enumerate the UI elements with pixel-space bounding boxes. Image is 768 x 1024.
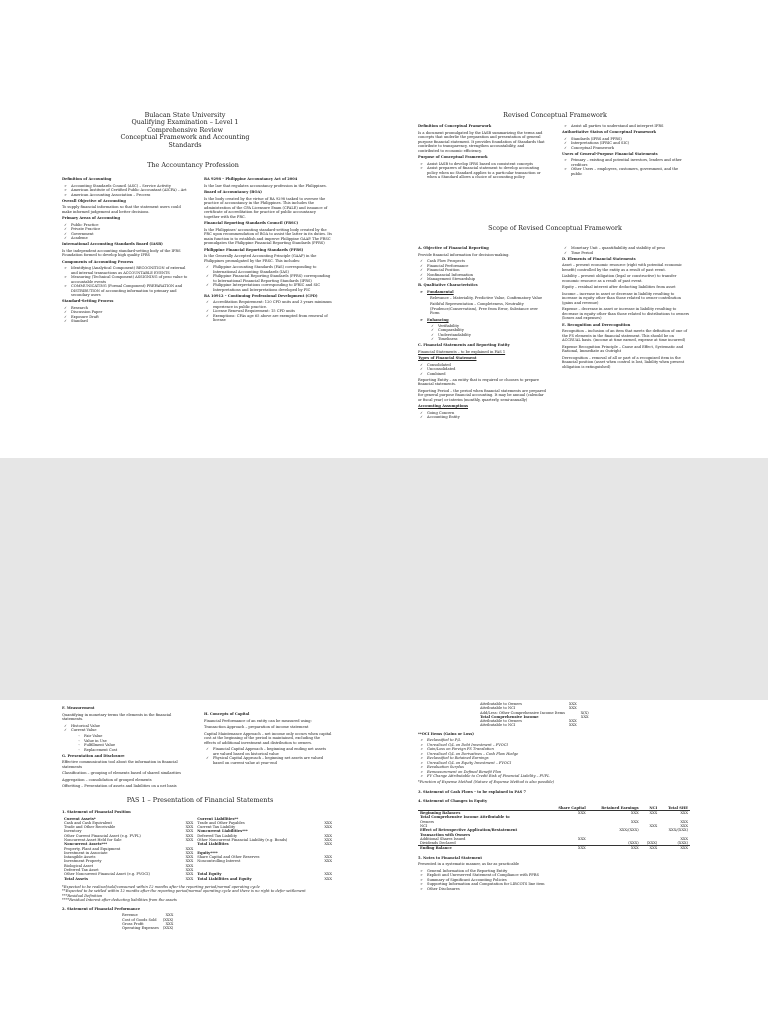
table-cell: XXX [185,872,194,877]
heading-oci: **OCI Items (Gains or Loss) [418,731,474,736]
table-cell: XXX [185,833,194,838]
recognition-text: Recognition – inclusion of an item that meets the definition of one of the FS elements in the financial statement. This should be on ACCRUAL basis. (income at time earned, expense at time incurred) [562,329,687,342]
definition-list [62,184,190,198]
measurement-column [62,706,190,791]
list-item: ✓ Government [71,232,190,237]
table-cell: Noncurrent Liabilities*** [197,829,248,834]
table-cell: XXX [185,850,194,855]
document-title: Conceptual Framework and Accounting Standards [120,133,250,149]
table-cell: XXX [588,846,641,851]
table-cell: Current Liabilities** [197,816,239,821]
table-cell: Noncurrent Asset Held for Sale [64,837,122,842]
list-item: ✓ Current Value [71,728,190,733]
monetary-list [562,246,690,255]
heading-components: Components of Accounting Process [62,259,134,264]
list-item: ➢ Enhancing [427,318,546,323]
table-cell: XXX [659,811,690,816]
heading-overall-objective: Overall Objective of Accounting [62,198,126,203]
list-item: ✓ Research [71,306,190,311]
heading-sfperf: 2. Statement of Financial Performance [62,906,141,911]
classification-text: Classification – grouping of elements based of shared similarities [62,771,181,775]
capital-approach-list [204,747,332,765]
table-cell: Additional Shares Issued [420,836,466,841]
heading-definition-accounting: Definition of Accounting [62,177,112,181]
list-item: ✓ Time Period [571,251,690,256]
table-cell: Total Liabilities [197,842,229,847]
table-cell: Cost of Goods Sold [122,917,157,922]
sfp-notes [62,885,342,903]
heading-qualitative: B. Qualitative Characteristics [418,283,478,287]
table-cell: XXX [324,859,332,864]
list-item: ✓ Management Stewardship [427,277,546,282]
table-row [418,846,690,851]
section-title-scope: Scope of Revised Conceptual Framework [488,224,622,232]
heading-sfp: 1. Statement of Financial Position [62,810,131,814]
list-item: ✓ Physical Capital Approach – beginning net assets are valued based on current value at year-end [213,756,332,765]
table-cell: XXX [185,820,194,825]
table-cell: Operating Expenses [122,926,159,931]
list-item: ➢ FV Change Attributable to Credit Risk of Financial Liability – FVPL [427,774,698,779]
note: ***Residual Definition [62,893,103,898]
heading-ra9298: RA 9298 – Philippine Accountancy Act of 2004 [204,177,298,181]
table-cell: (XXX) [628,841,639,846]
column-header: Share Capital [558,805,586,810]
heading-def-framework: Definition of Conceptual Framework [418,124,492,128]
overall-objective-text: To supply financial information so that the statement users could make informed judgement and better decisions. [62,205,181,214]
entity-text: Reporting Entity – an entity that is required or chooses to prepare financial statements. [418,377,540,386]
list-item: ➢ Assist IASB to develop IFRS based on consistent concepts [427,162,546,167]
table-cell: XXX [680,836,688,841]
heading-pfrs: Philippine Financial Reporting Standards (PFRS) [204,247,304,252]
measurement-list [62,724,190,733]
pfrs-list [204,265,332,292]
pfrs-text: Is the Generally Accepted Accounting Principle (GAAP) in the Philippines promulgated by the FRSC. This includes: [204,254,317,263]
list-item: ➢ Measuring (Technical Component) ASSIGNING of peso value to accountable events [71,275,190,284]
table-cell: XXX [680,819,688,824]
derecognition-text: Derecognition – removal of all or part of a recognized item in the financial position (asset when control is lost, liability when present obligation is extinguished) [562,355,685,369]
table-cell: Investment Property [64,859,102,864]
table-row [478,723,591,727]
list-item: ✓ Combined [427,372,546,377]
boa-text: Is the body created by the virtue of RA 9298 tasked to oversee the practice of accountancy in the Philippines. This includes the administration of the CPA Licensure Exam (CPALE) and issuance of certificate of accreditation for practice of public accountancy together with the PRC. [204,196,328,219]
table-cell: X(X) [580,710,589,715]
oci-list [418,738,698,779]
list-item: ➢ Reclassified to Retained Earnings [427,756,698,761]
heading-presentation: G. Presentation and Disclosure [62,753,125,758]
table-cell: Property, Plant and Equipment [64,846,121,851]
list-item: ➢ Assist preparers of financial statement to develop accounting policy when no Standard applies to a particular transaction or when a Standard allows a choice of accounting policy [427,166,546,180]
list-item: ◦ Fulfillment Value [84,743,190,748]
list-item: ✓ Exposure Draft [71,315,190,320]
list-item: ➢ Remeasurement on Defined Benefit Plan [427,770,698,775]
table-cell: Dividends Declared [420,841,456,846]
note: *Expected to be realized/sold/consumed within 12 months after the reporting period/normal operating cycle [62,884,260,889]
aggregation-text: Aggregation – consolidation of grouped elements [62,777,152,782]
areas-list [62,223,190,241]
notes-list [418,869,698,892]
heading-changes-equity: 4. Statement of Changes in Equity [418,799,488,804]
list-item: ✓ Comparability [438,328,546,333]
list-item: ✓ Private Practice [71,227,190,232]
list-item: ◦ Fair Value [84,734,190,739]
period-text: Reporting Period – the period when financial statements are prepared for general purpose financial accounting. It may be annual (calendar or fiscal year) or interim (monthly, quarterly, semi-annually) [418,388,546,402]
list-item: ➢ COMMUNICATING (Formal Component) PREPARATION and DISTRIBUTION of accounting information to primary and secondary users [71,284,190,298]
university-name: Bulacan State University [144,111,226,119]
heading-elements: D. Elements of Financial Statements [562,256,636,261]
heading-users: Users of General-Purpose Financial Statements [562,151,658,156]
revised-left-column [418,124,546,181]
table-cell: XXX [548,846,588,851]
scope-right-column [562,246,690,371]
list-item: ✓ Public Practice [71,223,190,228]
heading-capital: H. Concepts of Capital [204,712,250,716]
equity-text: Equity – residual interest after deducting liabilities from asset [562,285,676,289]
types-head: Types of Financial Statement [418,356,477,360]
transaction-approach-text: Transaction Approach – preparation of income statement [204,725,309,729]
authoritative-list [562,137,690,151]
table-cell: (XXX) [162,926,174,931]
list-item: ✓ Nonfinancial Information [427,273,546,278]
assist-list [562,124,690,129]
list-item: ➢ Primary – existing and potential investors, lenders and other creditors [571,158,690,167]
list-item: ✓ Historical Value [71,724,190,729]
users-list [562,158,690,176]
table-cell: Cash and Cash Equivalent [64,820,112,825]
note: ****Residual Interest after deducting liabilities from the assets [62,898,177,903]
table-cell: Total Equity [197,872,222,877]
table-cell: XXX [569,723,577,728]
table-cell: XXX [569,702,577,706]
table-cell: XXX [324,876,332,881]
heading-notes: 5. Notes to Financial Statement [418,855,483,860]
list-item: ✓ Timeliness [438,337,546,342]
table-cell: XXX [165,913,174,918]
table-cell: XXX [324,842,332,847]
table-cell: XXX [680,823,688,828]
def-framework-text: Is a document promulgated by the IASB summarizing the terms and concepts that underlie the preparation and presentation of general purpose financial statement. It provides foundation of Standards that contribute to transparency, strengthen accountability, and contributed to economic efficiency. [418,130,545,153]
heading-measurement: F. Measurement [62,706,95,710]
table-cell: XXX [185,829,194,834]
table-cell: Investment in Associate [64,850,108,855]
section-title-revised: Revised Conceptual Framework [503,111,607,119]
table-cell: Equity**** [197,850,218,855]
table-cell: Deferred Tax Liability [197,833,238,838]
frsc-text: Is the Philippines' accounting standard-setting body created by the PRC upon recommendation of BOA to assist the latter in its duties. Its main function is to establish and improve Philippine GAAP. The FRSC promulgates the Philippine Financial Reporting Standards (PFRS) [204,227,332,245]
list-item: ➢ Accounting Standards Council (ASC) – Service Activity [71,184,190,189]
table-cell: Other Noncurrent Financial Asset (e.g. FVOCI) [64,872,150,877]
pas1-right-column [418,702,698,893]
oci-note: *Function of Expense Method (Nature of Expense Method is also possible) [418,780,555,785]
column-header: Total SHE [668,805,688,810]
list-item: ➢ Revaluation Surplus [427,765,698,770]
notes-text: Presented in a systematic manner, as far as practicable [418,862,520,867]
document-header [110,112,260,149]
table-cell: Owners [420,819,435,824]
table-cell: Share Capital and Other Reserves [197,855,260,860]
table-cell: Transaction with Owners [420,832,471,837]
capital-column [204,712,332,767]
list-item: ✓ Monetary Unit – quantifiability and stability of peso [571,246,690,251]
table-cell: (XXX) [162,917,174,922]
list-item: ➢ Unrealized G/L on Derivatives – Cash Flow Hedge [427,752,698,757]
list-item: ✓ Accounting Entity [427,415,546,420]
heading-frsc: Financial Reporting Standards Council (FRSC) [204,221,299,225]
heading-purpose: Purpose of Conceptual Framework [418,155,488,159]
list-item: ➢ American Accounting Association – Process [71,193,190,198]
measurement-text: Quantifying in monetary terms the elements in the financial statements. [62,712,172,721]
list-item: ✓ Academe [71,236,190,241]
list-item: ✓ Interpretations (IFRIC and SIC) [571,141,690,146]
offsetting-text: Offsetting – Presentation of assets and liabilities on a net basis [62,784,177,788]
list-item: ✓ Understandability [438,333,546,338]
table-cell: XXX [631,819,639,824]
list-item: ✓ Philippine Accounting Standards (PAS) corresponding to International Accounting Standards (IAS) [213,265,332,274]
table-cell: XXX [324,820,332,825]
table-cell: XXX [569,706,577,711]
table-cell: Current Tax Liability [197,825,236,830]
heading-objective: A. Objective of Financial Reporting [418,246,489,250]
column-header: Retained Earnings [601,805,639,810]
table-cell: XXX [185,855,194,860]
objective-list [418,259,546,282]
section-title-profession: The Accountancy Profession [147,161,239,169]
capital-text: Financial Performance of an entity can be measured using: [204,718,312,723]
presentation-text: Effective communication tool about the information in financial statements [62,760,178,769]
table-cell: Attributable to Owners [480,719,522,724]
table-cell: Inventory [64,829,82,834]
table-cell: XXX [185,859,194,864]
current-value-list [62,734,190,752]
regulation-column [204,177,332,324]
document-page-1 [0,0,768,458]
assumptions-list [418,411,546,420]
list-item: ✓ Standard [71,319,190,324]
sfp-section [62,810,342,931]
list-item: ✓ Financial Performance [427,264,546,269]
table-cell: (XXX) [677,841,688,846]
table-cell: XXX [185,825,194,830]
list-item: ✓ Discussion Paper [71,310,190,315]
table-cell: Total Comprehensive Income Attributable to [420,815,510,820]
table-cell: XXX [641,846,660,851]
table-cell: Total Comprehensive Income [480,714,539,719]
table-cell: XXX [580,714,589,719]
relevance-text: Relevance – Materiality, Predictive Value, Confirmatory Value [430,295,543,300]
expense-text: Expense – decrease in asset or increase in liability resulting to decrease in equity other than those related to distributions to owners (losses and expenses) [562,307,690,320]
table-row [62,877,334,881]
table-cell: XXX [185,846,194,851]
heading-iasb: International Accounting Standards Board (IASB) [62,242,163,246]
table-cell: Total Liabilities and Equity [197,876,252,881]
scope-left-column [418,246,546,421]
list-item: ✓ Conceptual Framework [571,146,690,151]
table-cell: XXX [324,872,332,877]
asset-text: Asset – present economic resource (right with potential economic benefit) controlled by the entity as a result of past event. [562,263,682,272]
table-cell: Noncurrent Assets*** [64,842,108,847]
list-item: ➢ Explicit and Unreserved Statement of Compliance with PFRS [427,873,698,878]
list-item: ➢ Other Users – employees, customers, government, and the public [571,167,690,176]
list-item: ➢ Unrealized G/L on Debt Investment – FVOCI [427,743,698,748]
table-cell: Deferred Tax Asset [64,868,99,873]
heading-cash-flows: 3. Statement of Cash Flows – to be explained in PAS 7 [418,789,526,794]
table-cell: XXX [165,922,174,927]
expense-principle-text: Expense Recognition Principle – Cause and Effect, Systematic and Rational, Immediate as Outright [562,344,684,353]
document-page-2 [0,700,768,1024]
list-item: ✓ Going Concern [427,411,546,416]
standard-setting-list [62,306,190,324]
list-item: ➢ Reclassified to P/L [427,738,698,743]
cpd-list [204,300,332,323]
table-cell: (XXX) [646,841,658,846]
note: **Expected to be settled within 12 months after the reporting period/normal operating cycle and there is no right to defer settlement [62,889,306,894]
table-cell: XXX [185,876,194,881]
sce-table [418,806,690,851]
table-cell: XXX/(XXX) [619,828,639,833]
review-name: Comprehensive Review [147,125,223,134]
list-item: ➢ Identifying (Analytical Component) RECOGNITION of external and internal transactions as ACCOUNTABLE EVENTS [71,266,190,275]
fundamental-list [418,290,546,295]
iasb-text: Is the independent accounting standard-setting body of the IFRS Foundation formed to develop high quality IFRS [62,248,181,257]
objective-text: Provide financial information for decision-making. [418,252,510,257]
list-item: ◦ Replacement Cost [84,748,190,753]
ra9298-text: Is the law that regulates accountancy profession in the Philippines. [204,183,327,188]
heading-recognition: E. Recognition and Derecognition [562,322,631,327]
table-cell: Trade and Other Receivable [64,825,116,830]
table-cell: NCI [420,823,428,828]
list-item: ✓ Standards (IFRS and PFRS) [571,137,690,142]
profession-column [62,177,190,325]
table-cell: Beginning Balances [418,811,548,816]
table-cell: XXX [659,846,690,851]
table-cell: Other Noncurrent Financial Liability (e.g. Bonds) [197,837,288,842]
sfperf-table [120,913,175,930]
table-cell: Intangible Assets [64,855,96,860]
sfp-table [62,817,334,881]
list-item: ➢ Unrealized G/L on Equity Investment – FVOCI [427,761,698,766]
enhancing-head-list [418,318,546,323]
list-item: ✓ Exemptions: CPAs age 65 above are exempted from renewal of license [213,314,332,323]
table-cell [579,723,591,727]
list-item: ✓ Financial Capital Approach – beginning and ending net assets are valued based on historical value [213,747,332,756]
list-item: ➢ General Information of the Reporting Entity [427,869,698,874]
table-cell: XXX [324,855,332,860]
table-cell: XXX [185,863,194,868]
exam-name: Qualifying Examination – Level 1 [131,118,239,127]
table-cell: XXX [324,825,332,830]
table-cell: Attributable to NCI [480,723,516,728]
heading-standard-setting: Standard-Setting Process [62,299,114,303]
list-item: ➢ Summary of Significant Accounting Policies [427,878,698,883]
table-cell: Trade and Other Payables [197,820,245,825]
assumptions-head: Accounting Assumptions [418,404,469,408]
revised-right-column [562,124,690,178]
list-item: ✓ Philippine Interpretations corresponding to IFRIC and SIC Interpretations and Interpretations developed by FIC [213,283,332,292]
table-cell: Ending Balance [418,846,548,851]
list-item: ✓ Financial Position [427,268,546,273]
table-cell: XXX/(XXX) [668,828,688,833]
list-item: ➢ American Institute of Certified Public Accountant (AICPA) – Art [71,188,190,193]
attributable-table [478,702,591,728]
capital-maintenance-text: Capital Maintenance Approach – net income only occurs when capital cost at the beginning of the period is maintained, excluding the effects of additional investment and distribution to owners. [204,731,332,745]
table-cell: Noncontrolling Interest [197,859,241,864]
components-list [62,266,190,298]
list-item: ➢ Gain/Loss on Foreign FS Translation [427,747,698,752]
table-cell: Attributable to Owners [480,702,522,706]
list-item: ✓ Philippine Financial Reporting Standards (PFRS) corresponding to International Financial Reporting Standards (IFRS) [213,274,332,283]
table-row [120,926,175,930]
purpose-list [418,162,546,180]
heading-primary-areas: Primary Areas of Accounting [62,216,121,220]
table-cell: Total Assets [64,876,89,881]
types-list [418,363,546,377]
table-cell: Current Assets* [64,816,96,821]
list-item: ✓ Unconsolidated [427,367,546,372]
faithful-representation-text: Faithful Representation – Completeness, Neutrality (Prudence/Conservatism), Free from Error, Substance over Form [430,302,538,315]
list-item: ✓ License Renewal Requirement: 15 CPD units [213,309,332,314]
table-cell: XXX [569,719,577,724]
table-cell: XXX [588,811,641,816]
list-item: ✓ Accreditation Requirement: 120 CPD units and 3 years minimum experience in public practice. [213,300,332,309]
heading-boa: Board of Accountancy (BOA) [204,190,262,194]
heading-fs-entity: C. Financial Statements and Reporting Entity [418,343,510,347]
table-cell: XXX [324,833,332,838]
income-text: Income – increase in asset or decrease in liability resulting to increase in equity other than those related to owner contribution (gains and revenue) [562,291,681,305]
table-cell: Effect of Retrospective Application/Restatement [420,828,518,833]
table-cell: XXX [578,836,586,841]
table-cell: XXX [324,837,332,842]
column-header: NCI [649,805,658,810]
list-item: ➢ Supporting Information and Computation for LIBCOTS line item [427,882,698,887]
table-cell: XXX [185,837,194,842]
table-cell: Biological Asset [64,863,94,868]
list-item: ➢ Other Disclosures [427,887,698,892]
list-item: ➢ Assist all parties to understand and interpret IFRS [571,124,690,129]
list-item: ➢ Fundamental [427,290,546,295]
enhancing-list [418,324,546,342]
heading-authoritative: Authoritative Status of Conceptual Framework [562,130,657,134]
table-cell: XXX [185,868,194,873]
list-item: ◦ Value in Use [84,739,190,744]
list-item: ✓ Cash Flow Prospects [427,259,546,264]
table-cell: Revenue [122,913,138,918]
table-cell: XXX [649,823,658,828]
table-cell: Gross Profit [122,922,144,927]
list-item: ✓ Consolidated [427,363,546,368]
section-title-pas1: PAS 1 – Presentation of Financial Statements [126,796,274,804]
table-cell: XXX [548,811,588,816]
liability-text: Liability – present obligation (legal or constructive) to transfer economic resource as a result of past event. [562,274,677,283]
fs-text: Financial Statements – to be explained in PAS 1 [418,349,506,354]
list-item: ✓ Verifiability [438,324,546,329]
table-cell: Attributable to NCI [480,706,516,711]
table-cell: XXX [641,811,660,816]
heading-ra10912: RA 10912 – Continuing Professional Development (CPD) [204,293,318,298]
table-cell: Other Current Financial Asset (e.g. FVPL) [64,833,141,838]
table-cell: Add/Less: Other Comprehensive Income Items [480,710,565,715]
